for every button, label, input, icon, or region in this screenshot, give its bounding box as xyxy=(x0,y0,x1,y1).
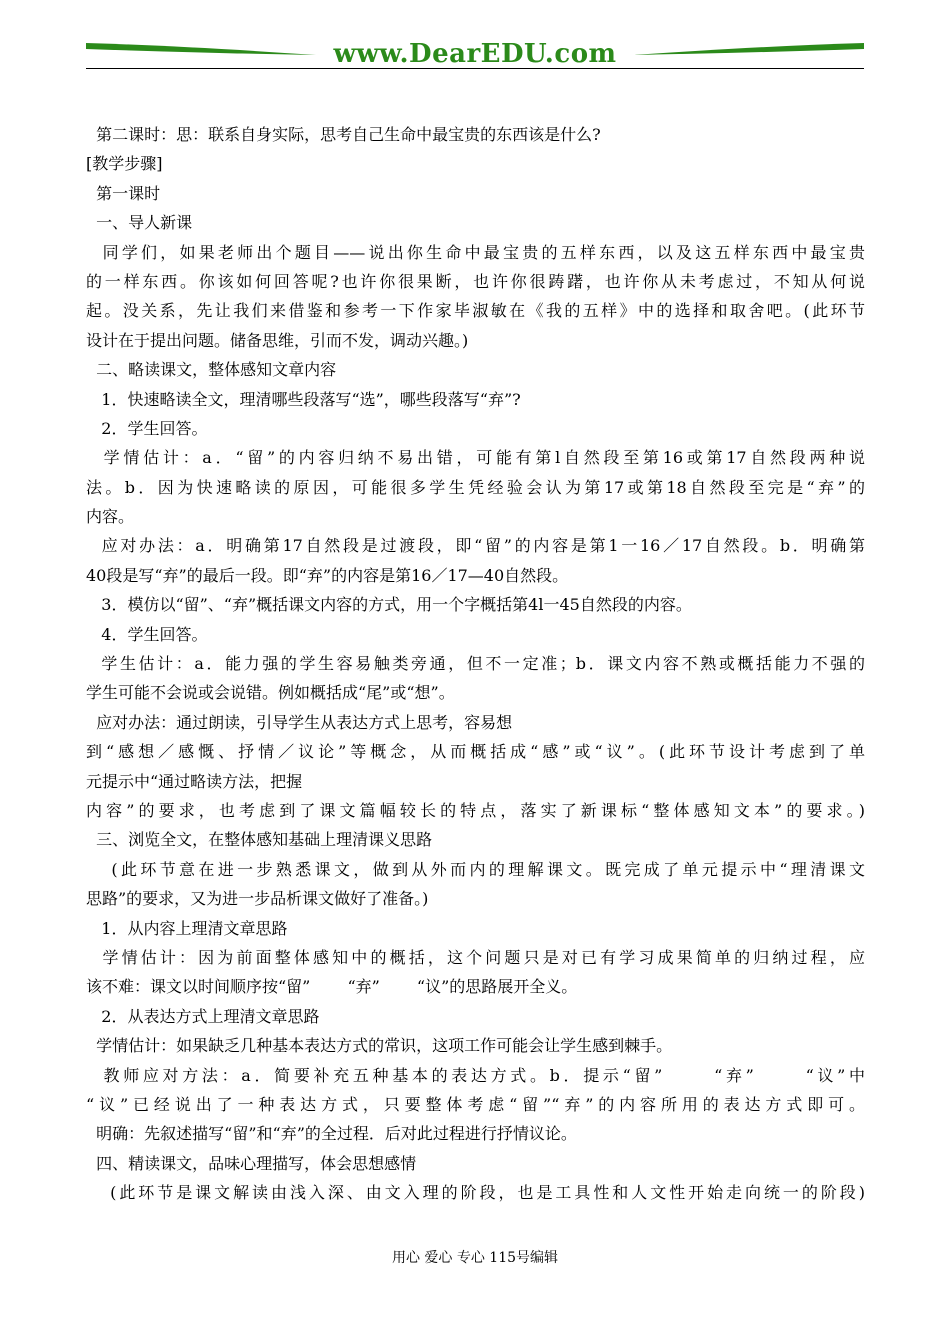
text-line: 2．从表达方式上理清文章思路 xyxy=(86,1006,320,1026)
text-line: 4．学生回答。 xyxy=(86,624,208,644)
text-line: 到“感想／感慨、抒情／议论”等概念，从而概括成“感”或“议”。(此环节设计考虑到了单 xyxy=(86,742,865,762)
text-line: 内容”的要求，也考虑到了课文篇幅较长的特点，落实了新课标“整体感知文本”的要求。) xyxy=(86,800,865,820)
text-line: 40段是写“弃”的最后一段。即“弃”的内容是第16／17—40自然段。 xyxy=(86,565,569,585)
text-line: 四、精读课文，品味心理描写，体会思想感情 xyxy=(86,1153,417,1173)
text-line: 教师应对方法：a．简要补充五种基本的表达方式。b．提示“留” “弃” “议”中 xyxy=(86,1065,865,1085)
text-line: 明确：先叙述描写“留”和“弃”的全过程．后对此过程进行抒情议论。 xyxy=(86,1124,577,1144)
text-line: 第二课时：思：联系自身实际，思考自己生命中最宝贵的东西该是什么? xyxy=(86,125,601,144)
text-line: 二、略读课文，整体感知文章内容 xyxy=(86,360,337,380)
text-line: 学生估计：a．能力强的学生容易触类旁通，但不一定准；b．课文内容不熟或概括能力不强的 xyxy=(86,654,865,674)
text-line: 的一样东西。你该如何回答呢?也许你很果断，也许你很踌躇，也许你从未考虑过，不知从何说 xyxy=(86,271,865,291)
text-line: 起。没关系，先让我们来借鉴和参考一下作家毕淑敏在《我的五样》中的选择和取舍吧。(此环节 xyxy=(86,301,865,321)
text-line: “议”已经说出了一种表达方式，只要整体考虑“留”“弃”的内容所用的表达方式即可。 xyxy=(86,1094,865,1114)
text-line: 该不难：课文以时间顺序按“留” “弃” “议”的思路展开全义。 xyxy=(86,977,578,997)
site-logo-text[interactable]: www.DearEDU.com xyxy=(333,39,617,69)
header-divider xyxy=(86,68,864,69)
text-line: 学情估计：如果缺乏几种基本表达方式的常识，这项工作可能会让学生感到棘手。 xyxy=(86,1036,673,1056)
text-line: 三、浏览全文，在整体感知基础上理清课义思路 xyxy=(86,830,433,850)
text-line: 应对办法：通过朗读，引导学生从表达方式上思考，容易想 xyxy=(86,712,513,732)
text-line: 设计在于提出问题。储备思维，引而不发，调动兴趣。) xyxy=(86,330,469,350)
text-line: 思路”的要求，又为进一步品析课文做好了准备。) xyxy=(86,889,429,909)
text-line: 学情估计：因为前面整体感知中的概括，这个问题只是对已有学习成果简单的归纳过程，应 xyxy=(86,947,865,967)
text-line: 1．快速略读全文，理清哪些段落写“选”，哪些段落写“弃”? xyxy=(86,389,521,409)
text-line: 2．学生回答。 xyxy=(86,418,208,438)
text-line: [教学步骤] xyxy=(86,154,163,174)
document-body xyxy=(86,120,865,1207)
text-line: 第一课时 xyxy=(86,183,161,203)
text-line: 1．从内容上理清文章思路 xyxy=(86,918,288,938)
text-line: 法。b．因为快速略读的原因，可能很多学生凭经验会认为第17或第18自然段至完是“弃”的 xyxy=(86,477,865,497)
text-line: 学生可能不会说或会说错。例如概括成“尾”或“想”。 xyxy=(86,683,455,703)
text-line: (此环节意在进一步熟悉课文，做到从外而内的理解课文。既完成了单元提示中“理清课文 xyxy=(86,859,865,879)
page-footer: 用心 爱心 专心 115号编辑 xyxy=(391,1250,559,1266)
text-line: 同学们，如果老师出个题目——说出你生命中最宝贵的五样东西，以及这五样东西中最宝贵 xyxy=(86,242,865,262)
text-line: 应对办法：a．明确第17自然段是过渡段，即“留”的内容是第1一16／17自然段。b．明确第 xyxy=(86,536,865,556)
text-line: 元提示中“通过略读方法，把握 xyxy=(86,771,303,791)
text-line: 学情估计：a．“留”的内容归纳不易出错，可能有第l自然段至第16或第17自然段两种说 xyxy=(86,448,865,468)
text-line: 3．模仿以“留”、“弃”概括课文内容的方式，用一个字概括第4l一45自然段的内容。 xyxy=(86,595,692,615)
text-line: 内容。 xyxy=(86,507,135,527)
text-line: (此环节是课文解读由浅入深、由文入理的阶段，也是工具性和人文性开始走向统一的阶段) xyxy=(86,1183,865,1203)
text-line: 一、导人新课 xyxy=(86,213,193,233)
